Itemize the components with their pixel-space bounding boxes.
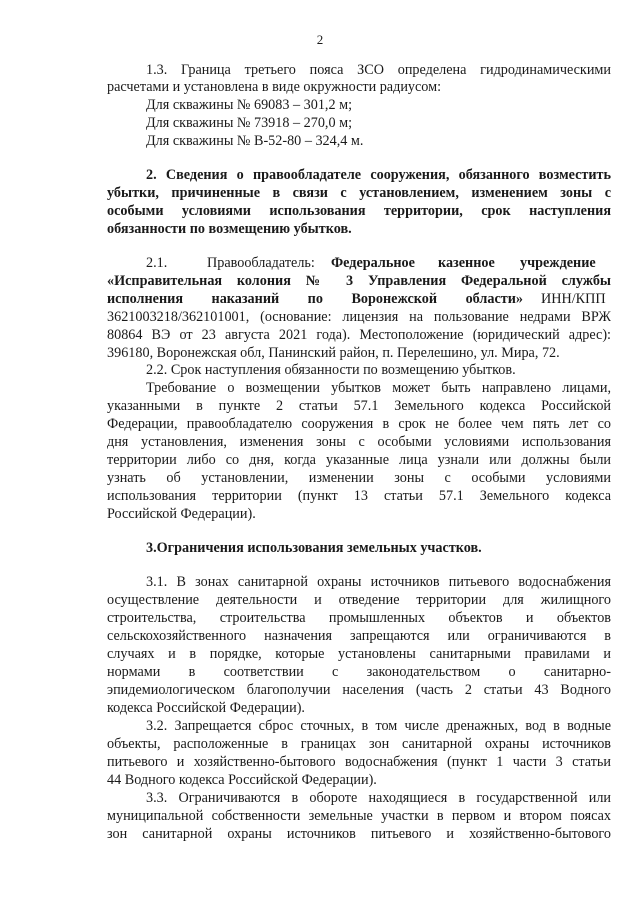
- requirement-line: территории либо со дня, когда указанные лица узнали или должны были: [107, 452, 611, 468]
- section-3-3-line: зон санитарной охраны источников питьевого и хозяйственно-бытового: [107, 826, 611, 842]
- owner-name-word: учреждение: [520, 255, 596, 271]
- requirement-line: использования территории (пункт 13 статьи 57.1 Земельного кодекса: [107, 488, 611, 504]
- owner-name-word: Федеральное: [331, 255, 415, 271]
- page-number: 2: [316, 32, 324, 47]
- section-2-heading-line: 2. Сведения о правообладателе сооружения, обязанного возместить: [146, 167, 611, 183]
- requirement-line: указанными в пункте 2 статьи 57.1 Земельного кодекса Российской: [107, 398, 611, 414]
- requirement-line: узнать об установлении, изменении зоны с особыми условиями: [107, 470, 611, 486]
- inn-kpp-label: ИНН/КПП: [541, 291, 606, 307]
- section-2-1-number: 2.1.: [146, 255, 168, 271]
- requirement-line: Российской Федерации).: [107, 506, 256, 522]
- section-2-heading-line: особыми условиями использования территории, срок наступления: [107, 203, 611, 219]
- section-3-1-line: осуществление деятельности и отведение территории для жилищного: [107, 592, 611, 608]
- section-3-2-line: 3.2. Запрещается сброс сточных, в том числе дренажных, вод в водные: [146, 718, 611, 734]
- section-3-1-line: сельскохозяйственного назначения запрещаются или ограничиваются в: [107, 628, 611, 644]
- well-radius-line: Для скважины № 69083 – 301,2 м;: [146, 97, 353, 113]
- owner-name-word: казенное: [438, 255, 495, 271]
- section-1-3-line: 1.3. Граница третьего пояса ЗСО определена гидродинамическими: [146, 62, 611, 78]
- section-3-2-line: объекты, расположенные в границах зон санитарной охраны источников: [107, 736, 611, 752]
- owner-name-line: исполнения наказаний по Воронежской области»: [107, 291, 523, 307]
- requirement-line: Требование о возмещении убытков может быть направлено лицами,: [146, 380, 611, 396]
- section-2-heading-line: убытки, причиненные в связи с установлением, изменением зоны с: [107, 185, 611, 201]
- section-3-2-line: 44 Водного кодекса Российской Федерации).: [107, 772, 377, 788]
- well-radius-line: Для скважины № В-52-80 – 324,4 м.: [146, 133, 364, 149]
- section-3-2-line: питьевого и хозяйственно-бытового водоснабжения (пункт 1 части 3 статьи: [107, 754, 611, 770]
- section-1-3-line: расчетами и установлена в виде окружности радиусом:: [107, 79, 442, 95]
- section-2-1-line: 3621003218/362101001, (основание: лицензия на пользование недрами ВРЖ: [107, 309, 611, 325]
- requirement-line: Федерации, правообладателю сооружения в срок не более чем пять лет со: [107, 416, 611, 432]
- section-2-1-owner-label: Правообладатель:: [207, 255, 315, 271]
- section-3-1-line: эпидемиологическом благополучии населения (часть 2 статьи 43 Водного: [107, 682, 611, 698]
- section-2-1-line: 396180, Воронежская обл, Панинский район, п. Перелешино, ул. Мира, 72.: [107, 345, 560, 361]
- section-3-3-line: муниципальной собственности земельные участки в первом и втором поясах: [107, 808, 611, 824]
- owner-name-line: «Исправительная колония № 3 Управления Федеральной службы: [107, 273, 611, 289]
- section-3-1-line: случаях и в порядке, которые установлены санитарными правилами и: [107, 646, 611, 662]
- section-3-1-line: 3.1. В зонах санитарной охраны источников питьевого водоснабжения: [146, 574, 611, 590]
- section-2-heading-line: обязанности по возмещению убытков.: [107, 221, 352, 237]
- requirement-line: дня установления, изменения зоны с особыми условиями использования: [107, 434, 611, 450]
- section-2-2-line: 2.2. Срок наступления обязанности по возмещению убытков.: [146, 362, 516, 378]
- section-3-1-line: строительства, строительства промышленных объектов и объектов: [107, 610, 611, 626]
- well-radius-line: Для скважины № 73918 – 270,0 м;: [146, 115, 353, 131]
- section-3-heading: 3.Ограничения использования земельных участков.: [146, 540, 482, 556]
- section-2-1-line: 80864 ВЭ от 23 августа 2021 года). Местоположение (юридический адрес):: [107, 327, 611, 343]
- section-3-1-line: кодекса Российской Федерации).: [107, 700, 305, 716]
- section-3-3-line: 3.3. Ограничиваются в обороте находящиеся в государственной или: [146, 790, 611, 806]
- section-3-1-line: нормами в соответствии с законодательством о санитарно-: [107, 664, 611, 680]
